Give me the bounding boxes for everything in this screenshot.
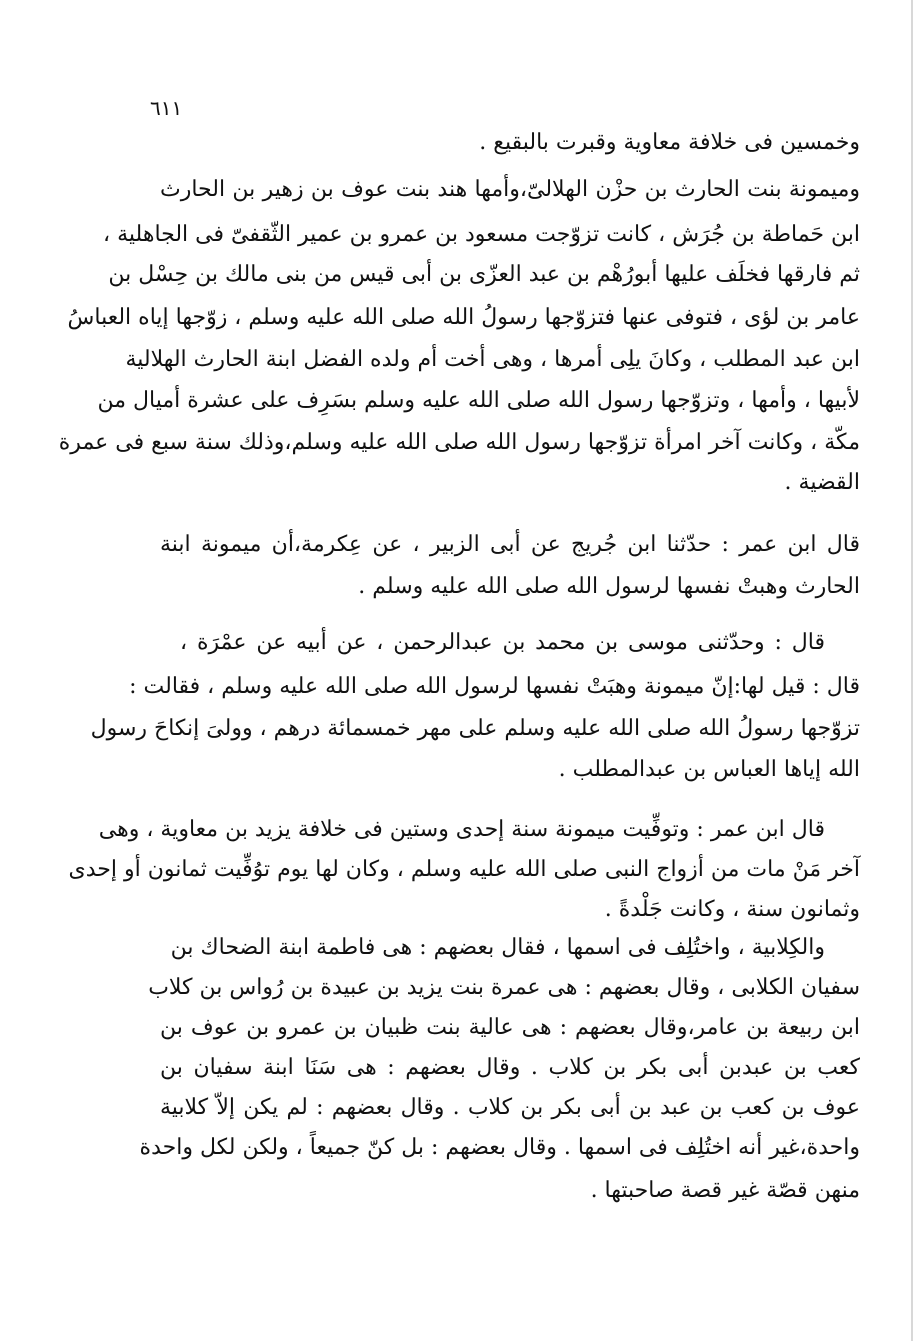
- page-number: ٦١١: [150, 96, 183, 120]
- text-line: مكّة ، وكانت آخر امرأة تزوّجها رسول الله صلى الله عليه وسلم،وذلك سنة سبع فى عمرة: [58, 430, 860, 455]
- text-line: آخر مَنْ مات من أزواج النبى صلى الله عليه وسلم ، وكان لها يوم توُفِّيت ثمانون أو إحدى: [68, 857, 860, 882]
- text-line: ابن ربيعة بن عامر،وقال بعضهم : هى عالية بنت ظبيان بن عمرو بن عوف بن: [160, 1015, 860, 1040]
- text-line: ابن حَماطة بن جُرَش ، كانت تزوّجت مسعود بن عمرو بن عمير الثّقفىّ فى الجاهلية ،: [103, 222, 860, 247]
- text-line: القضية .: [784, 470, 860, 495]
- text-line: الله إياها العباس بن عبدالمطلب .: [558, 757, 860, 782]
- text-line: قال ابن عمر : حدّثنا ابن جُريج عن أبى الزبير ، عن عِكرمة،أن ميمونة ابنة: [160, 532, 860, 557]
- text-line: عوف بن كعب بن عبد بن أبى بكر بن كلاب . وقال بعضهم : لم يكن إلاّ كلابية: [160, 1095, 860, 1120]
- text-line: عامر بن لؤى ، فتوفى عنها فتزوّجها رسولُ الله صلى الله عليه وسلم ، زوّجها إياه العباسُ: [67, 305, 860, 330]
- text-line: قال ابن عمر : وتوفِّيت ميمونة سنة إحدى وستين فى خلافة يزيد بن معاوية ، وهى: [98, 817, 825, 842]
- text-line: كعب بن عبدبن أبى بكر بن كلاب . وقال بعضهم : هى سَنَا ابنة سفيان بن: [160, 1055, 860, 1080]
- text-line: والكِلابية ، واختُلِف فى اسمها ، فقال بعضهم : هى فاطمة ابنة الضحاك بن: [170, 935, 825, 960]
- text-line: واحدة،غير أنه اختُلِف فى اسمها . وقال بعضهم : بل كنّ جميعاً ، ولكن لكل واحدة: [139, 1135, 860, 1160]
- text-line: لأبيها ، وأمها ، وتزوّجها رسول الله صلى الله عليه وسلم بسَرِف على عشرة أميال من: [97, 388, 860, 413]
- text-line: ابن عبد المطلب ، وكانَ يلِى أمرها ، وهى أخت أم ولده الفضل ابنة الحارث الهلالية: [125, 347, 860, 372]
- text-line: تزوّجها رسولُ الله صلى الله عليه وسلم على مهر خمسمائة درهم ، وولىَ إنكاحَ رسول: [90, 716, 860, 741]
- text-line: ثم فارقها فخلَف عليها أبورُهْم بن عبد العزّى بن أبى قيس من بنى مالك بن حِسْل بن: [108, 262, 860, 287]
- text-line: منهن قصّة غير قصة صاحبتها .: [590, 1178, 860, 1203]
- text-line: وثمانون سنة ، وكانت جَلْدةً .: [604, 897, 860, 922]
- text-line: الحارث وهبتْ نفسها لرسول الله صلى الله عليه وسلم .: [358, 574, 860, 599]
- text-line: قال : وحدّثنى موسى بن محمد بن عبدالرحمن ، عن أبيه عن عمْرَة ،: [180, 630, 825, 655]
- text-line: قال : قيل لها:إنّ ميمونة وهبَتْ نفسها لرسول الله صلى الله عليه وسلم ، فقالت :: [129, 674, 860, 699]
- text-line: وخمسين فى خلافة معاوية وقبرت بالبقيع .: [479, 130, 860, 155]
- page-spine-shadow: [911, 0, 913, 1341]
- text-line: وميمونة بنت الحارث بن حزْن الهلالىّ،وأمها هند بنت عوف بن زهير بن الحارث: [160, 177, 860, 202]
- text-line: سفيان الكلابى ، وقال بعضهم : هى عمرة بنت يزيد بن عبيدة بن رُواس بن كلاب: [148, 975, 860, 1000]
